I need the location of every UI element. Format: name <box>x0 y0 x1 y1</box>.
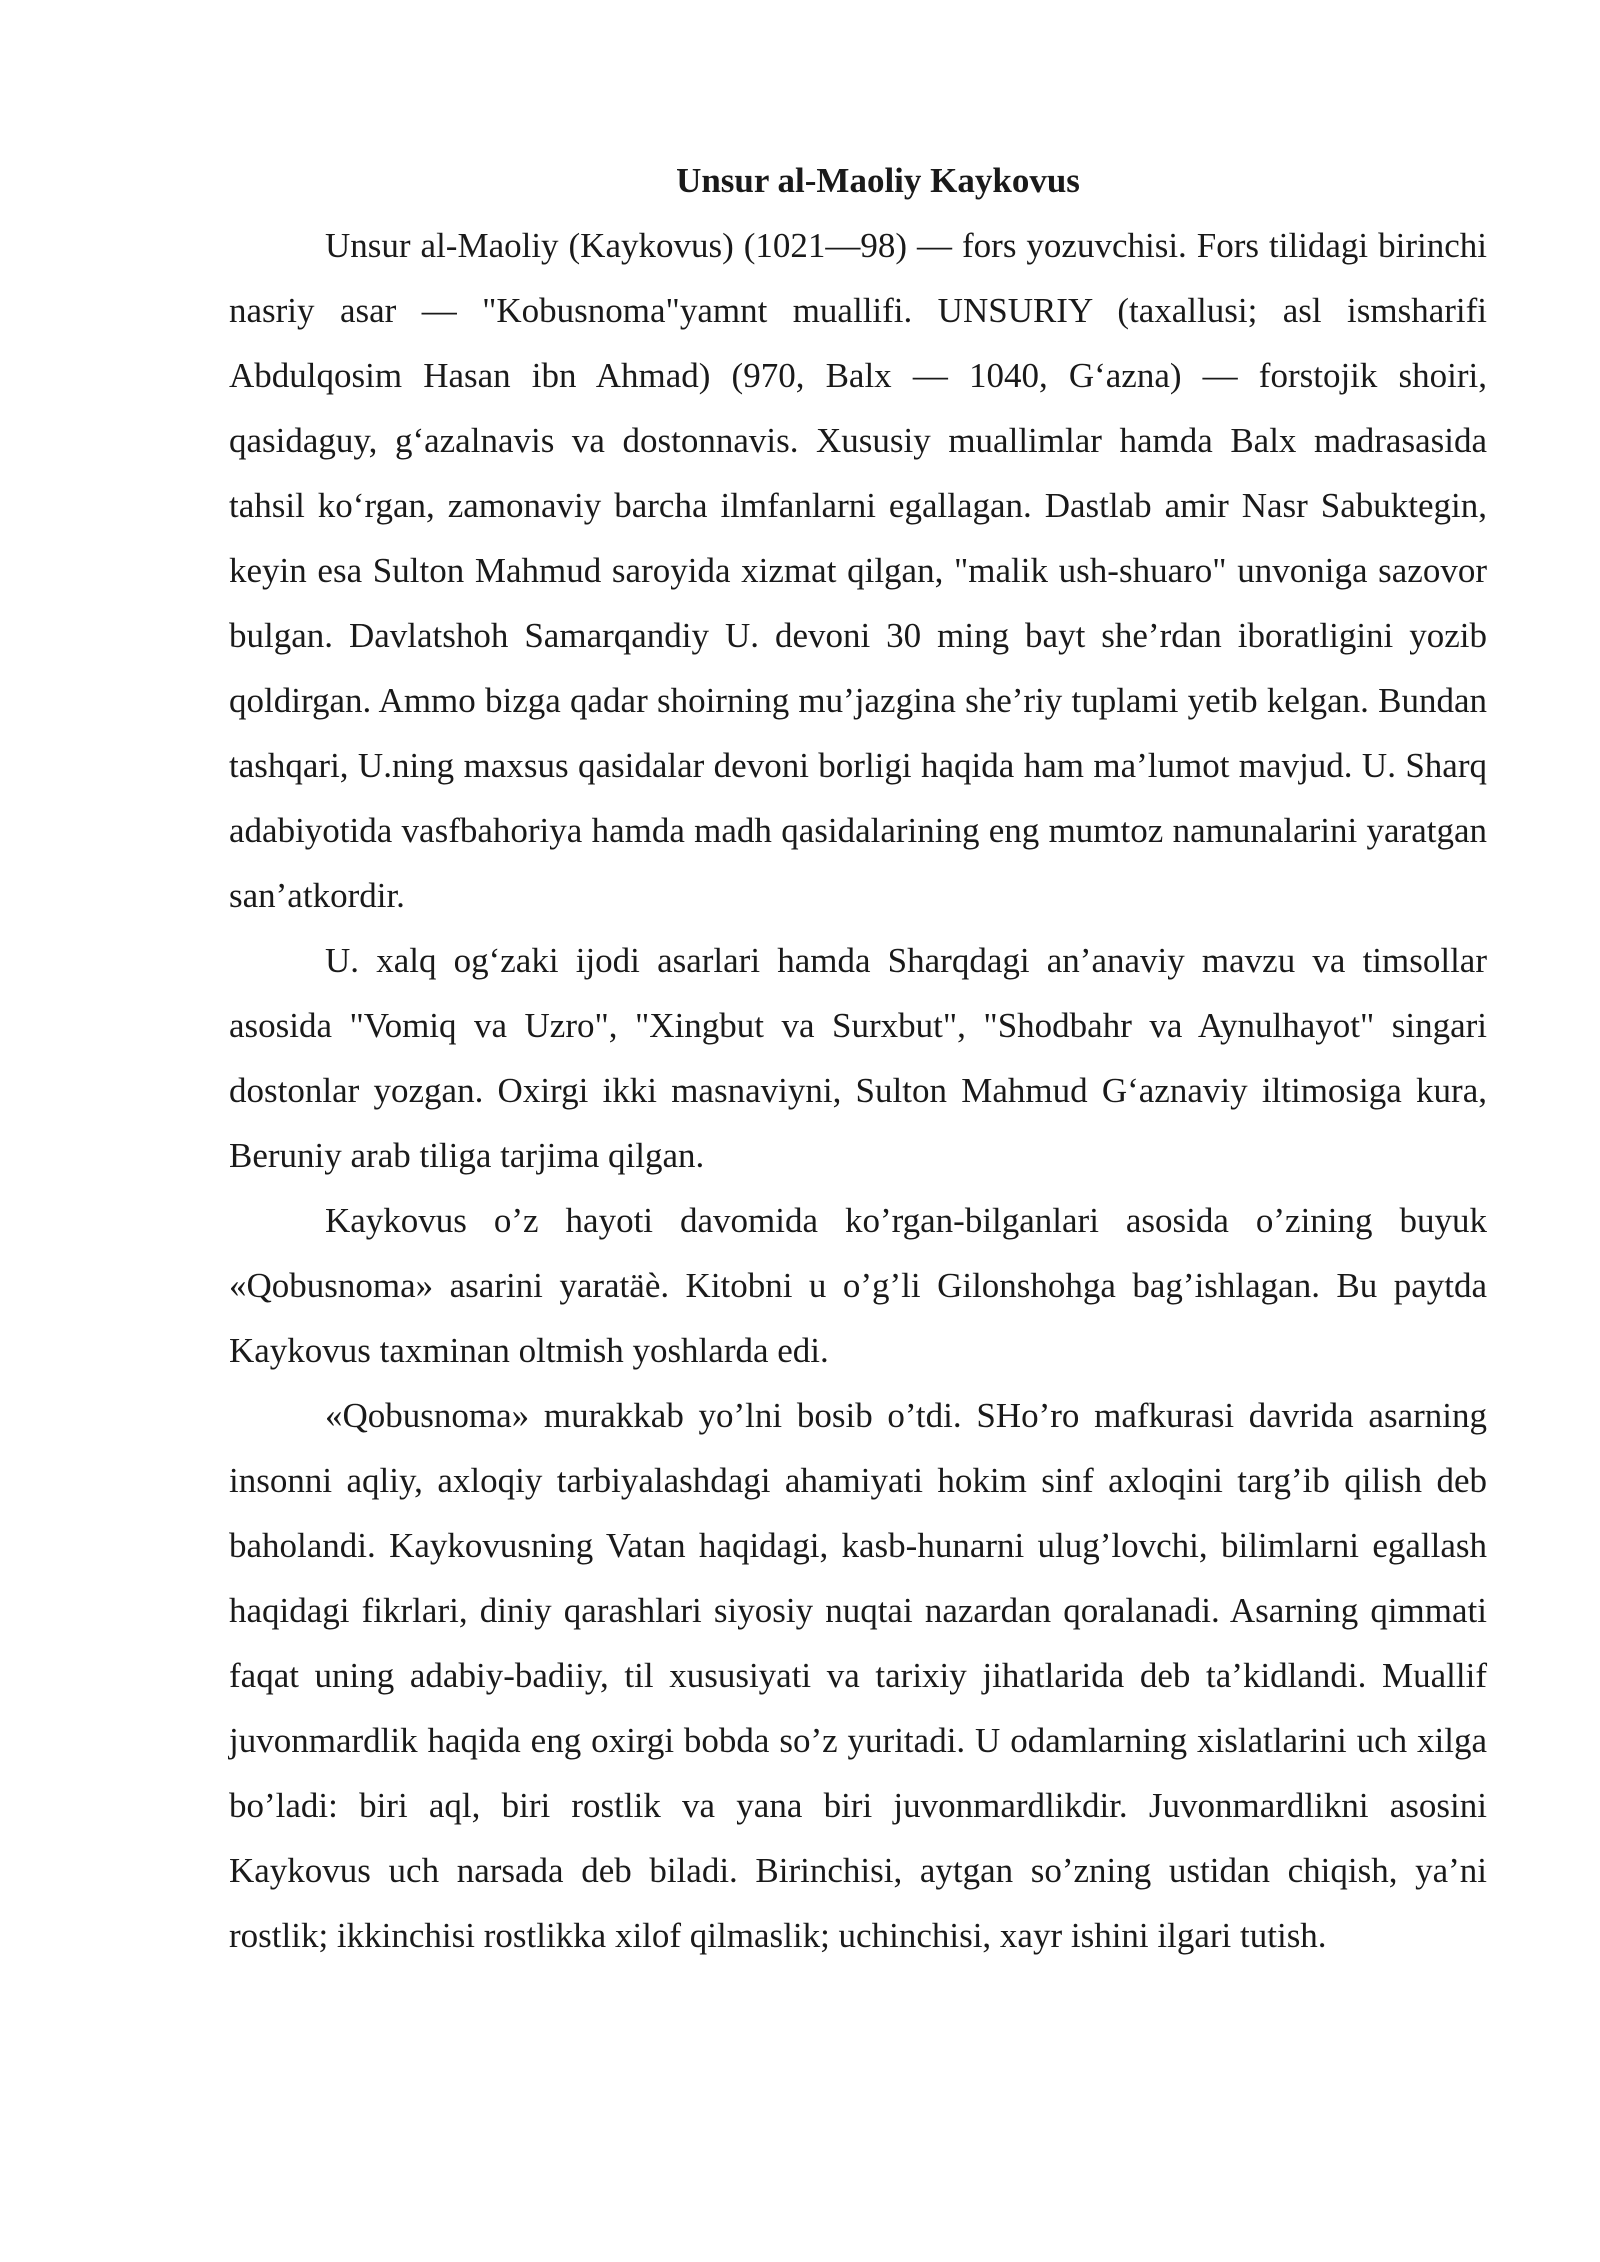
paragraph-3: Kaykovus o’z hayoti davomida ko’rgan-bilganlari asosida o’zining buyuk «Qobusnoma» asarini yaratäè. Kitobni u o’g’li Gilonshohga bag’ishlagan. Bu paytda Kaykovus taxminan oltmish yoshlarda edi. <box>229 1201 1487 1370</box>
paragraph-2: U. xalq og‘zaki ijodi asarlari hamda Sharqdagi an’anaviy mavzu va timsollar asosida "Vomiq va Uzro", "Xingbut va Surxbut", "Shodbahr va Aynulhayot" singari dostonlar yozgan. Oxirgi ikki masnaviyni, Sulton Mahmud G‘aznaviy iltimosiga kura, Beruniy arab tiliga tarjima qilgan. <box>229 941 1487 1175</box>
paragraph-4: «Qobusnoma» murakkab yo’lni bosib o’tdi. SHo’ro mafkurasi davrida asarning insonni aqliy, axloqiy tarbiyalashdagi ahamiyati hokim sinf axloqini targ’ib qilish deb baholandi. Kaykovusning Vatan haqidagi, kasb-hunarni ulug’lovchi, bilimlarni egallash haqidagi fikrlari, diniy qarashlari siyosiy nuqtai nazardan qoralanadi. Asarning qimmati faqat uning adabiy-badiiy, til xususiyati va tarixiy jihatlarida deb ta’kidlandi. Muallif juvonmardlik haqida eng oxirgi bobda so’z yuritadi. U odamlarning xislatlarini uch xilga bo’ladi: biri aql, biri rostlik va yana biri juvonmardlikdir. Juvonmardlikni asosini Kaykovus uch narsada deb biladi. Birinchisi, aytgan so’zning ustidan chiqish, ya’ni rostlik; ikkinchisi rostlikka xilof qilmaslik; uchinchisi, xayr ishini ilgari tutish. <box>229 1396 1487 1955</box>
paragraph-1: Unsur al-Maoliy (Kaykovus) (1021—98) — fors yozuvchisi. Fors tilidagi birinchi nasriy asar — "Kobusnoma"yamnt muallifi. UNSURIY (taxallusi; asl ismsharifi Abdulqosim Hasan ibn Ahmad) (970, Balx — 1040, G‘azna) — forstojik shoiri, qasidaguy, g‘azalnavis va dostonnavis. Xususiy muallimlar hamda Balx madrasasida tahsil ko‘rgan, zamonaviy barcha ilmfanlarni egallagan. Dastlab amir Nasr Sabuktegin, keyin esa Sulton Mahmud saroyida xizmat qilgan, "malik ush-shuaro" unvoniga sazovor bulgan. Davlatshoh Samarqandiy U. devoni 30 ming bayt she’rdan iboratligini yozib qoldirgan. Ammo bizga qadar shoirning mu’jazgina she’riy tuplami yetib kelgan. Bundan tashqari, U.ning maxsus qasidalar devoni borligi haqida ham ma’lumot mavjud. U. Sharq adabiyotida vasfbahoriya hamda madh qasidalarining eng mumtoz namunalarini yaratgan san’atkordir. <box>229 226 1487 915</box>
document-page <box>229 148 1487 1968</box>
document-title: Unsur al-Maoliy Kaykovus <box>676 161 1080 200</box>
